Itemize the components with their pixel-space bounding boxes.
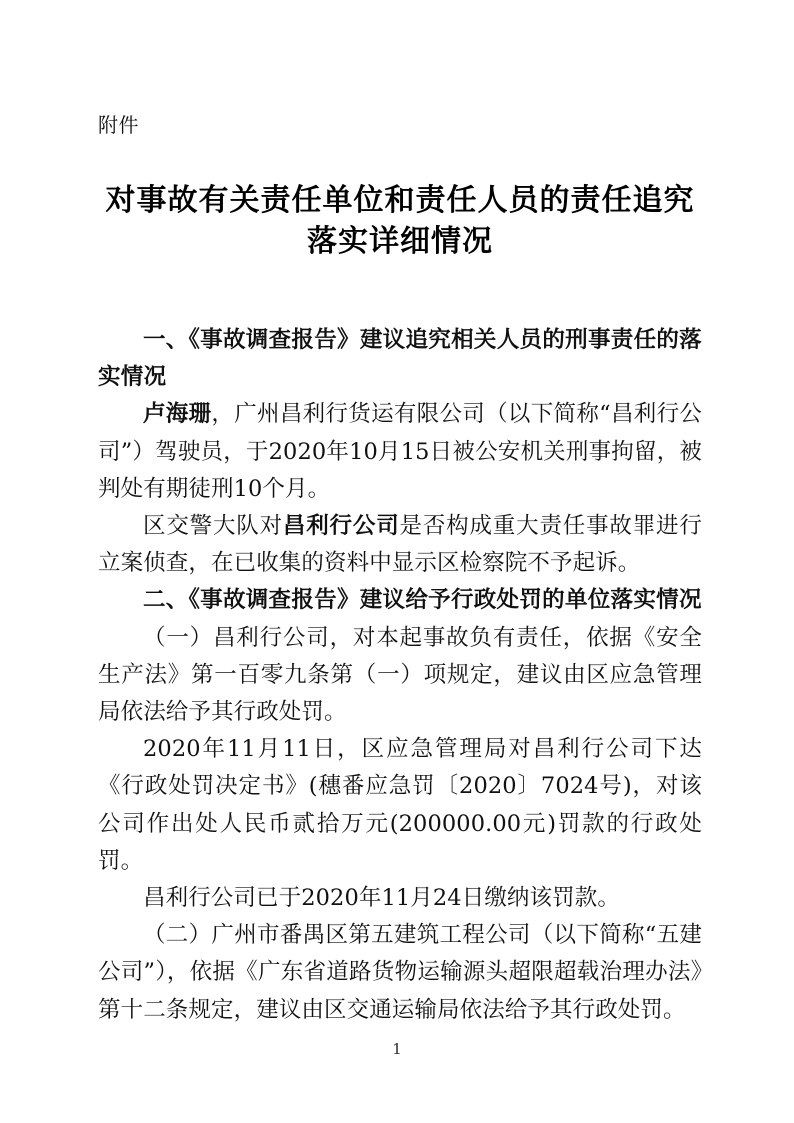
document-body [98,322,702,1029]
page-title [98,180,702,262]
paragraph-1-1 [98,396,702,508]
company-name-changlixing: 昌利行公司 [282,513,400,540]
paragraph-1-2-text: 是否构成重大责任事故罪进行立案侦查，在已收集的资料中显示区检察院不予起诉。 [98,513,702,577]
paragraph-2-3: 昌利行公司已于2020年11月24日缴纳该罚款。 [143,885,620,912]
paragraph-2-1: （一）昌利行公司，对本起事故负有责任，依据《安全生产法》第一百零九条第（一）项规定，建议由区应急管理局依法给予其行政处罚。 [98,624,702,726]
page-title-line-1: 对事故有关责任单位和责任人员的责任追究 [105,183,695,218]
section-heading-1: 一、《事故调查报告》建议追究相关人员的刑事责任的落实情况 [98,327,702,391]
page-title-line-2: 落实详细情况 [307,224,493,259]
paragraph-1-2 [98,508,702,582]
responsible-person-name: 卢海珊 [143,401,212,428]
section-heading-2: 二、《事故调查报告》建议给予行政处罚的单位落实情况 [143,587,702,614]
attachment-label: 附件 [98,113,139,137]
paragraph-2-4: （二）广州市番禺区第五建筑工程公司（以下简称“五建公司”），依据《广东省道路货物运输源头超限超载治理办法》第十二条规定，建议由区交通运输局依法给予其行政处罚。 [98,922,702,1023]
paragraph-1-1-text: ，广州昌利行货运有限公司（以下简称“昌利行公司”）驾驶员，于2020年10月15日被公安机关刑事拘留，被判处有期徒刑10个月。 [98,401,702,502]
paragraph-1-2-prefix: 区交警大队对 [143,513,283,540]
page-number: 1 [392,1040,402,1058]
paragraph-2-2: 2020年11月11日，区应急管理局对昌利行公司下达《行政处罚决定书》(穗番应急罚〔2020〕7024号)，对该公司作出处人民币贰拾万元(200000.00元)罚款的行政处罚。 [98,736,702,874]
